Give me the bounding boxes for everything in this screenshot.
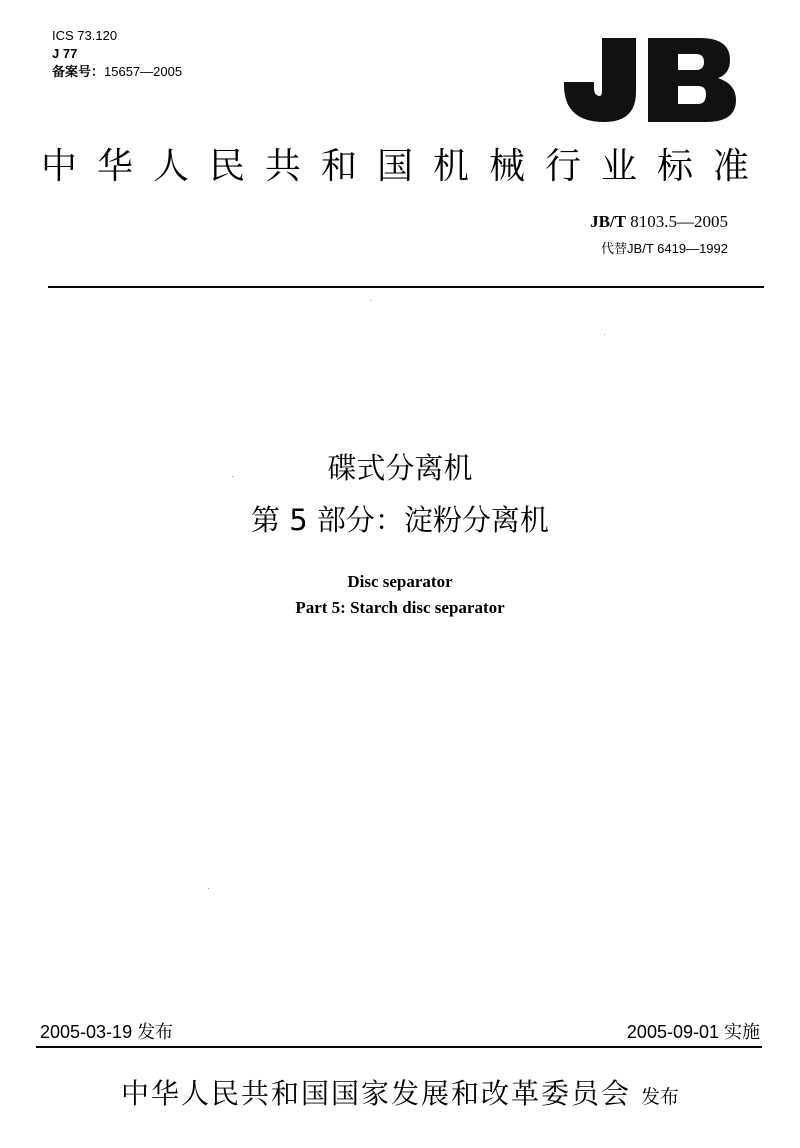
filing-number: 15657—2005 bbox=[104, 64, 183, 79]
title-cn-part: 第 5 部分：淀粉分离机 bbox=[251, 503, 549, 537]
jb-logo bbox=[560, 30, 740, 130]
scan-speck bbox=[370, 300, 371, 301]
bottom-divider bbox=[36, 1046, 762, 1048]
title-en-part: Part 5: Starch disc separator bbox=[295, 598, 505, 617]
logo-text: JB bbox=[560, 30, 561, 31]
standard-code: 8103.5—2005 bbox=[630, 212, 728, 231]
issue-date: 2005-03-19 发布 bbox=[40, 1022, 174, 1042]
category-code: J 77 bbox=[52, 46, 78, 61]
title-cn-main: 碟式分离机 bbox=[327, 451, 473, 485]
standard-prefix: JB/T bbox=[590, 212, 626, 231]
scan-speck bbox=[208, 888, 209, 889]
filing-record bbox=[52, 64, 182, 80]
title-en-main: Disc separator bbox=[347, 572, 453, 591]
standard-replaces: 代替JB/T 6419—1992 bbox=[601, 241, 728, 256]
effective-date: 2005-09-01 实施 bbox=[626, 1022, 760, 1042]
filing-label: 备案号： bbox=[52, 64, 105, 79]
standard-number bbox=[590, 212, 728, 232]
header-title: 中华人民共和国机械行业标准 bbox=[40, 146, 769, 187]
publisher-suffix: 发布 bbox=[641, 1086, 680, 1108]
scan-speck bbox=[604, 334, 605, 335]
publisher-line bbox=[0, 1072, 800, 1112]
ics-code: ICS 73.120 bbox=[52, 28, 118, 43]
top-divider bbox=[48, 286, 764, 288]
publisher-org: 中华人民共和国国家发展和改革委员会 bbox=[120, 1077, 631, 1110]
